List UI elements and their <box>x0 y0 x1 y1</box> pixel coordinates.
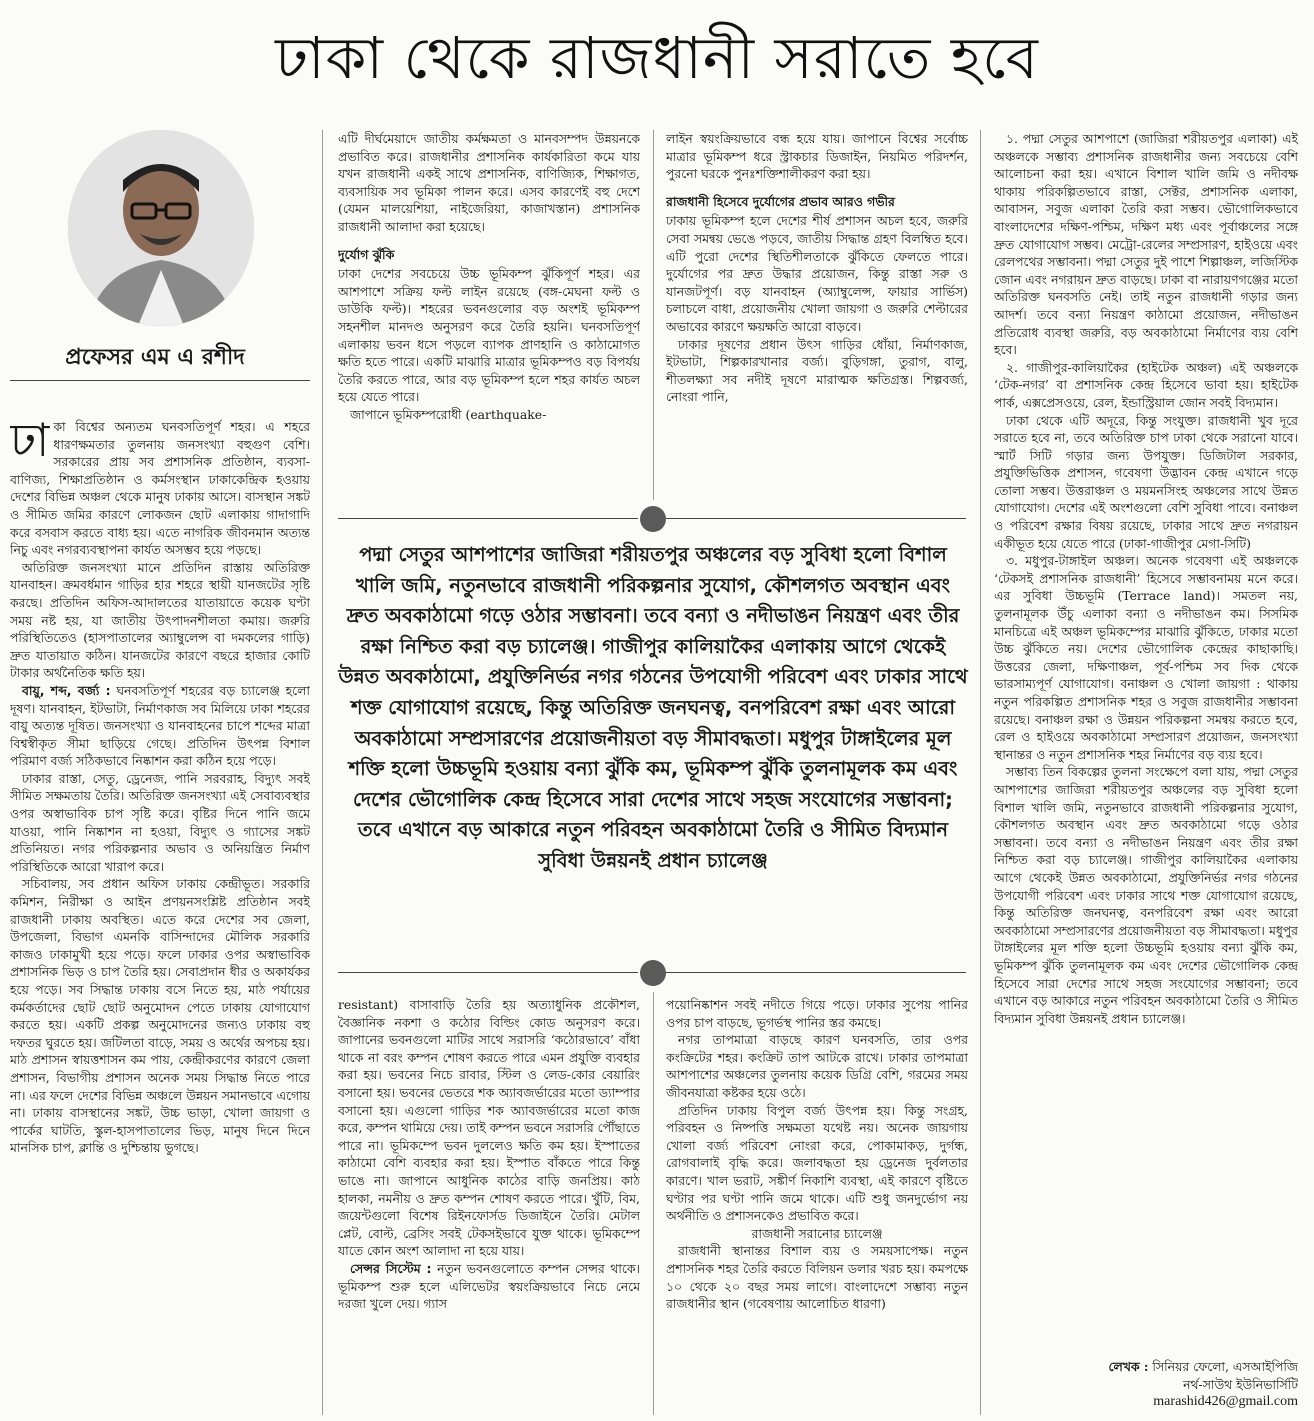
paragraph: ১. পদ্মা সেতুর আশপাশে (জাজিরা শরীয়তপুর এলাকা) এই অঞ্চলকে সম্ভাব্য প্রশাসনিক রাজধানীর জন্য সবচেয়ে বেশি আলোচনা করা হয়। এখানে বিশাল খালি জমি ও নদীবক্ষ থাকায় পরিকল্পিতভাবে রাস্তা, সেক্টর, প্রশাসনিক এলাকা, আবাসন, সবুজ এলাকা তৈরি করা সম্ভব। ভৌগোলিকভাবে বাংলাদেশের দক্ষিণ-পশ্চিম, দক্ষিণ মধ্য এবং পূর্বাঞ্চলের সঙ্গে দ্রুত যোগাযোগ সম্ভব। মেট্রো-রেলের সম্প্রসারণ, হাইওয়ে এবং রেলপথের সম্ভাবনা। পদ্মা সেতুর দুই পাশে শিল্পাঞ্চল, লজিস্টিক জোন এবং নগরায়ন দ্রুত বাড়ছে। ঢাকা বা নারায়ণগঞ্জের মতো অতিরিক্ত ঘনবসতি নেই। তাই নতুন রাজধানী গড়ার জন্য আদর্শ। তবে বন্যা নিয়ন্ত্রণ কাঠামো প্রয়োজন, নদীভাঙন প্রতিরোধ ব্যবস্থা জরুরি, বড় অবকাঠামো নির্মাণের ব্যয় বেশি হবে। <box>994 131 1298 358</box>
author-photo-icon <box>68 130 254 326</box>
author-byline: প্রফেসর এম এ রশীদ <box>65 345 245 370</box>
pull-quote: পদ্মা সেতুর আশপাশের জাজিরা শরীয়তপুর অঞ্চলের বড় সুবিধা হলো বিশাল খালি জমি, নতুনভাবে রাজধানী পরিকল্পনার সুযোগ, কৌশলগত অবস্থান এবং দ্রুত অবকাঠামো গড়ে ওঠার সম্ভাবনা। তবে বন্যা ও নদীভাঙন নিয়ন্ত্রণ এবং তীর রক্ষা নিশ্চিত করা বড় চ্যালেঞ্জ। গাজীপুর কালিয়াকৈর এলাকায় আগে থেকেই উন্নত অবকাঠামো, প্রযুক্তিনির্ভর নগর গঠনের উপযোগী পরিবেশ এবং ঢাকার সাথে শক্ত যোগাযোগ রয়েছে, কিন্তু অতিরিক্ত জনঘনত্ব, বনপরিবেশ রক্ষা এবং আরো অবকাঠামো সম্প্রসারণের প্রয়োজনীয়তা বড় সীমাবদ্ধতা। মধুপুর টাঙ্গাইলের মূল শক্তি হলো উচ্চভূমি হওয়ায় বন্যা ঝুঁকি কম, ভূমিকম্প ঝুঁকি তুলনামূলক কম এবং দেশের ভৌগোলিক কেন্দ্র হিসেবে সারা দেশের সাথে সহজ সংযোগের সম্ভাবনা; তবে এখানে বড় আকারে নতুন পরিবহন অবকাঠামো তৈরি ও সীমিত বিদ্যমান সুবিধা উন্নয়নই প্রধান চ্যালেঞ্জ <box>338 543 968 872</box>
writer-label: লেখক : <box>1108 1359 1149 1374</box>
writer-affiliation: লেখক : সিনিয়র ফেলো, এসআইপিজি <box>1108 1359 1298 1374</box>
pullquote-dot <box>640 506 666 532</box>
pullquote-rule-bottom <box>338 972 638 973</box>
paragraph: সম্ভাব্য তিন বিকল্পের তুলনা সংক্ষেপে বলা যায়, পদ্মা সেতুর আশপাশের জাজিরা শরীয়তপুর অঞ্চলের বড় সুবিধা হলো বিশাল খালি জমি, নতুনভাবে রাজধানী পরিকল্পনার সুযোগ, কৌশলগত অবস্থান এবং দ্রুত অবকাঠামো গড়ে ওঠার সম্ভাবনা। তবে বন্যা ও নদীভাঙন নিয়ন্ত্রণ এবং তীর রক্ষা নিশ্চিত করা বড় চ্যালেঞ্জ। গাজীপুর কালিয়াকৈর এলাকায় আগে থেকেই উন্নত অবকাঠামো, প্রযুক্তিনির্ভর নগর গঠনের উপযোগী পরিবেশ এবং ঢাকার সাথে শক্ত যোগাযোগ রয়েছে, কিন্তু অতিরিক্ত জনঘনত্ব, বনপরিবেশ রক্ষা এবং আরো অবকাঠামো সম্প্রসারণের প্রয়োজনীয়তা বড় সীমাবদ্ধতা। মধুপুর টাঙ্গাইলের মূল শক্তি হলো উচ্চভূমি হওয়ায় বন্যা ঝুঁকি কম, ভূমিকম্প ঝুঁকি তুলনামূলক কম এবং দেশের ভৌগোলিক কেন্দ্র হিসেবে সারা দেশের সাথে সহজ সংযোগের সম্ভাবনা; তবে এখানে বড় আকারে নতুন পরিবহন অবকাঠামো তৈরি ও সীমিত বিদ্যমান সুবিধা উন্নয়নই প্রধান চ্যালেঞ্জ। <box>994 764 1298 1026</box>
paragraph: রাজধানী স্থানান্তর বিশাল ব্যয় ও সময়সাপেক্ষ। নতুন প্রশাসনিক শহর তৈরি করতে বিলিয়ন ডলার খরচ হয়। কমপক্ষে ১০ থেকে ২০ বছর সময় লাগে। বাংলাদেশে সম্ভাব্য নতুন রাজধানীর স্থান (গবেষণায় আলোচিত ধারণা) <box>666 1243 968 1312</box>
paragraph: ঢাকার দূষণের প্রধান উৎস গাড়ির ধোঁয়া, নির্মাণকাজ, ইটভাটা, শিল্পকারখানার বর্জ্য। বুড়িগঙ্গা, তুরাগ, বালু, শীতলক্ষ্যা সব নদীই দূষণে মারাত্মক ক্ষতিগ্রস্ত। শিল্পবর্জ্য, নোংরা পানি, <box>666 336 968 405</box>
pullquote-dot <box>640 960 666 986</box>
paragraph: সচিবালয়, সব প্রধান অফিস ঢাকায় কেন্দ্রীভূত। সরকারি কমিশন, নিরীক্ষা ও আইন প্রণয়নসংশ্লিষ্ট প্রতিষ্ঠান সবই রাজধানী ঢাকায় অবস্থিত। এতে করে দেশের সব জেলা, উপজেলা, বিভাগ এমনকি বাসিন্দাদের মৌলিক সরকারি কাজও ঢাকামুখী হয়ে পড়ে। ফলে ঢাকার ওপর অস্বাভাবিক প্রশাসনিক ভিড় ও চাপ তৈরি হয়। সেবাপ্রদান ধীর ও অকার্যকর হয়ে পড়ে। সব সিদ্ধান্ত ঢাকায় বসে নিতে হয়, মাঠ পর্যায়ের কর্মকর্তাদের ছোট ছোট অনুমোদন পেতে ঢাকায় যোগাযোগ করতে হয়। একটি প্রকল্প অনুমোদনের জন্যও ঢাকায় বহু দফতর ঘুরতে হয়। জটিলতা বাড়ে, সময় ও অর্থের অপচয় হয়। মাঠ প্রশাসন স্বায়ত্তশাসন কম পায়, কেন্দ্রীকরণের কারণে জেলা প্রশাসন, বিভাগীয় প্রশাসন অনেক সময় সিদ্ধান্ত নিতে পারে না। এর ফলে দেশের বিভিন্ন অঞ্চলে উন্নয়ন সমানভাবে এগোয় না। ঢাকায় বাসস্থানের সঙ্কট, উচ্চ ভাড়া, খোলা জায়গা ও পার্কের ঘাটতি, স্কুল-হাসপাতালের ভিড়, মানুষ দিনে দিনে মানসিক চাপ, ক্লান্তি ও দুশ্চিন্তায় ভুগছে। <box>10 876 310 1156</box>
paragraph: জাপানে ভূমিকম্পরোধী (earthquake- <box>350 406 547 422</box>
pullquote-rule-bottom <box>666 972 966 973</box>
headline: ঢাকা থেকে রাজধানী সরাতে হবে <box>275 24 1039 92</box>
column-divider <box>653 130 654 500</box>
writer-info <box>994 1358 1298 1418</box>
paragraph: ৩. মধুপুর-টাঙ্গাইল অঞ্চল। অনেক গবেষণা এই অঞ্চলকে ‘টেকসই প্রশাসনিক রাজধানী’ হিসেবে সম্ভাবনাময় মনে করে। এর সুবিধা উচ্চভূমি (Terrace land)। সমতল নয়, তুলনামূলক উঁচু এলাকা বন্যা ও নদীভাঙন কম। সিসমিক মানচিত্রে এই অঞ্চল ভূমিকম্পের মাঝারি ঝুঁকিতে, ঢাকার মতো উচ্চ ঝুঁকিতে নয়। দেশের ভৌগোলিক কেন্দ্রের কাছাকাছি। উত্তরের জেলা, দক্ষিণাঞ্চল, পূর্ব-পশ্চিম সব দিক থেকে ভারসাম্যপূর্ণ যোগাযোগ। বনাঞ্চল ও খোলা জায়গা : থাকায় নতুন পরিকল্পিত প্রশাসনিক শহর ও সবুজ রাজধানীর সম্ভাবনা রয়েছে। বনাঞ্চল রক্ষা ও উন্নয়ন পরিকল্পনা সমন্বয় করতে হবে, রেল ও হাইওয়ে অবকাঠামো সম্প্রসারণ প্রয়োজন, জনসংখ্যা স্থানান্তর ও নতুন প্রশাসনিক শহর নির্মাণের বড় ব্যয় হবে। <box>994 553 1298 762</box>
column-3-bottom <box>666 996 968 1416</box>
column-3-top <box>666 130 968 498</box>
column-1 <box>10 418 310 1416</box>
subheading: রাজধানী হিসেবে দুর্যোগের প্রভাব আরও গভীর <box>666 193 895 209</box>
subheading: রাজধানী সরানোর চ্যালেঞ্জ <box>751 1225 883 1241</box>
column-2-top <box>338 130 640 498</box>
byline-rule <box>10 380 310 381</box>
writer-email[interactable]: marashid426@gmail.com <box>1153 1394 1298 1410</box>
paragraph: অতিরিক্ত জনসংখ্যা মানে প্রতিদিন রাস্তায় অতিরিক্ত যানবাহন। ক্রমবর্ধমান গাড়ির হার শহরে স্থায়ী যানজটের সৃষ্টি করছে। প্রতিদিন অফিস-আদালতের যাতায়াতে কয়েক ঘণ্টা সময় নষ্ট হয়, যা জাতীয় উৎপাদনশীলতা কমায়। জরুরি পরিস্থিতিতেও (হাসপাতালের অ্যাম্বুলেন্স বা দমকলের গাড়ি) দ্রুত যাতায়াত কঠিন। যানজটের কারণে বছরে হাজার কোটি টাকার অর্থনৈতিক ক্ষতি হয়। <box>10 559 310 681</box>
lead-paragraph: ঢাকা বিশ্বের অন্যতম ঘনবসতিপূর্ণ শহর। এ শহরে ধারণক্ষমতার তুলনায় জনসংখ্যা বহুগুণ বেশি। সরকারের প্রায় সব প্রশাসনিক প্রতিষ্ঠান, ব্যবসা-বাণিজ্য, শিক্ষাপ্রতিষ্ঠান ও কর্মসংস্থান ঢাকাকেন্দ্রিক হওয়ায় দেশের বিভিন্ন অঞ্চল থেকে মানুষ ঢাকায় আসে। বাসস্থান সঙ্কট ও সীমিত জমির কারণে লোকজন ছোট এলাকায় গাদাগাদি করে বসবাস করতে বাধ্য হয়। এতে নাগরিক জীবনমান অত্যন্ত নিচু এবং নগরব্যবস্থাপনা কার্যত অসম্ভব হয়ে পড়ছে। <box>10 418 310 558</box>
paragraph: ২. গাজীপুর-কালিয়াকৈর (হাইটেক অঞ্চল) এই অঞ্চলকে ‘টেক-নগর’ বা প্রশাসনিক কেন্দ্র হিসেবে ভাবা হয়। হাইটেক পার্ক, এক্সপ্রেসওয়ে, রেল, ইন্ডাস্ট্রিয়াল জোন সবই বিদ্যমান। <box>994 359 1298 410</box>
column-divider <box>980 130 981 1415</box>
subheading: দুর্যোগ ঝুঁকি <box>338 246 395 262</box>
paragraph: পয়োনিষ্কাশন সবই নদীতে গিয়ে পড়ে। ঢাকার সুপেয় পানির ওপর চাপ বাড়ছে, ভূগর্ভস্থ পানির স্তর কমছে। <box>666 997 968 1030</box>
column-divider <box>322 130 323 1415</box>
paragraph: সেন্সর সিস্টেম : নতুন ভবনগুলোতে কম্পন সেন্সর থাকে। ভূমিকম্প শুরু হলে এলিভেটর স্বয়ংক্রিয়ভাবে নিচে নেমে দরজা খুলে দেয়। গ্যাস <box>338 1260 640 1312</box>
paragraph: প্রতিদিন ঢাকায় বিপুল বর্জ্য উৎপন্ন হয়। কিন্তু সংগ্রহ, পরিবহন ও নিষ্পত্তি সক্ষমতা যথেষ্ট নয়। অনেক জায়গায় খোলা বর্জ্য পরিবেশ নোংরা করে, পোকামাকড়, দুর্গন্ধ, রোগবালাই বৃদ্ধি করে। জলাবদ্ধতা হয় ড্রেনেজ দুর্বলতার কারণে। খাল ভরাট, সঙ্কীর্ণ নিকাশি ব্যবস্থা, এই কারণে বৃষ্টিতে ঘণ্টার পর ঘণ্টা পানি জমে থাকে। এটি শুধু জনদুর্ভোগ নয় অর্থনীতি ও প্রশাসনকেও প্রভাবিত করে। <box>666 1102 968 1224</box>
column-divider <box>653 992 654 1415</box>
paragraph: ঢাকার রাস্তা, সেতু, ড্রেনেজ, পানি সরবরাহ, বিদ্যুৎ সবই সীমিত সক্ষমতায় তৈরি। অতিরিক্ত জনসংখ্যা এই সেবাব্যবস্থার ওপর অস্বাভাবিক চাপ সৃষ্টি করে। বৃষ্টির দিনে পানি জমে যাওয়া, পানি নিষ্কাশন না হওয়া, বিদ্যুৎ ও গ্যাসের সঙ্কট প্রতিনিয়ত। নগর পরিকল্পনার অভাব ও অনিয়ন্ত্রিত নির্মাণ পরিস্থিতিকে আরো খারাপ করে। <box>10 770 310 874</box>
paragraph: resistant) বাসাবাড়ি তৈরি হয় অত্যাধুনিক প্রকৌশল, বৈজ্ঞানিক নকশা ও কঠোর বিল্ডিং কোড অনুসরণ করে। জাপানের ভবনগুলো মাটির সাথে সরাসরি ‘কঠোরভাবে’ বাঁধা থাকে না বরং কম্পন শোষণ করতে পারে এমন প্রযুক্তি ব্যবহার করা হয়। ভবনের নিচে রাবার, স্টিল ও লেড-কোর বেয়ারিং বসানো হয়। ভবনের ভেতরে শক অ্যাবজর্ভারের মতো ড্যাম্পার বসানো হয়। এগুলো গাড়ির শক অ্যাবজর্ভারের মতো কাজ করে, কম্পন থামিয়ে দেয়। তাই কম্পন ভবনে সরাসরি পৌঁছাতে পারে না। ভূমিকম্পে ভবন দুললেও ক্ষতি কম হয়। ইস্পাতের কাঠামো বেশি ব্যবহার করা হয়। ইস্পাত বাঁকতে পারে কিন্তু ভাঙে না। জাপানে আধুনিক কাঠের বাড়ি জনপ্রিয়। কাঠ হালকা, নমনীয় ও দ্রুত কম্পন শোষণ করতে পারে। খুঁটি, বিম, জয়েন্টগুলো বিশেষ রিইনফোর্সড ডিজাইনে তৈরি। মেটাল প্লেট, বোল্ট, ব্রেসিং সবই টেকসইভাবে যুক্ত থাকে। ভূমিকম্পে যাতে কোন অংশ আলাদা না হয়ে যায়। <box>338 997 640 1259</box>
column-4 <box>994 130 1298 1356</box>
paragraph: লাইন স্বয়ংক্রিয়ভাবে বন্ধ হয়ে যায়। জাপানে বিশ্বের সর্বোচ্চ মাত্রার ভূমিকম্প ধরে স্ট্রাকচার ডিজাইন, নিয়মিত পরিদর্শন, পুরনো ঘরকে পুনঃশক্তিশালীকরণ করা হয়। <box>666 131 968 182</box>
paragraph: ঢাকা থেকে এটি অদূরে, কিন্তু সংযুক্ত। রাজধানী খুব দূরে সরাতে হবে না, তবে অতিরিক্ত চাপ ঢাকা থেকে সরানো যাবে। স্মার্ট সিটি গড়ার জন্য উপযুক্ত। ডিজিটাল সরকার, প্রযুক্তিভিত্তিক প্রশাসন, গবেষণা উদ্ভাবন কেন্দ্র এখানে গড়ে তোলা সম্ভব। উত্তরাঞ্চল ও ময়মনসিংহ অঞ্চলের সাথে উন্নত যোগাযোগ। দেশের এই অংশগুলো বেশি সুবিধা পাবে। বনাঞ্চল ও পরিবেশ রক্ষার বিষয় রয়েছে, ঢাকার সাথে দ্রুত নগরায়ন একীভূত হয়ে যেতে পারে (ঢাকা-গাজীপুর মেগা-সিটি) <box>994 412 1298 551</box>
paragraph: ঢাকা দেশের সবচেয়ে উচ্চ ভূমিকম্প ঝুঁকিপূর্ণ শহর। এর আশপাশে সক্রিয় ফল্ট লাইন রয়েছে (বঙ্গ-মেঘনা ফল্ট ও ডাউকি ফল্ট)। শহরের ভবনগুলোর বড় অংশই ভূমিকম্প সহনশীল মানদণ্ড অনুসরণ করে তৈরি হয়নি। ঘনবসতিপূর্ণ এলাকায় ভবন ধসে পড়লে ব্যাপক প্রাণহানি ও কাঠামোগত ক্ষতি হতে পারে। একটি মাঝারি মাত্রার ভূমিকম্পও বড় বিপর্যয় তৈরি করতে পারে, আর বড় ভূমিকম্প হলে শহর কার্যত অচল হয়ে যেতে পারে। <box>338 266 640 405</box>
pullquote-rule-top <box>666 518 966 519</box>
author-portrait <box>68 130 254 326</box>
paragraph: নগর তাপমাত্রা বাড়ছে কারণ ঘনবসতি, তার ওপর কংক্রিটের শহর। কংক্রিট তাপ আটকে রাখে। ঢাকার তাপমাত্রা আশপাশের অঞ্চলের তুলনায় কয়েক ডিগ্রি বেশি, গরমের সময় জীবনযাত্রা কষ্টকর হয়ে ওঠে। <box>666 1032 968 1100</box>
dropcap: ঢা <box>10 418 50 467</box>
paragraph: বায়ু, শব্দ, বর্জ্য : ঘনবসতিপূর্ণ শহরের বড় চ্যালেঞ্জ হলো দূষণ। যানবাহন, ইটভাটা, নির্মাণকাজ সব মিলিয়ে ঢাকা শহরের বায়ু অত্যন্ত দূষিত। জনসংখ্যা ও যানবাহনের চাপে শব্দের মাত্রা বিশ্বস্বীকৃত সীমা ছাড়িয়ে গেছে। প্রতিদিন উৎপন্ন বিশাল পরিমাণ বর্জ্য সঠিকভাবে নিষ্কাশন করা কঠিন হয়ে পড়ে। <box>10 682 310 769</box>
writer-university: নর্থ-সাউথ ইউনিভার্সিটি <box>1183 1376 1298 1392</box>
column-2-bottom <box>338 996 640 1416</box>
pullquote-rule-top <box>338 518 638 519</box>
paragraph: ঢাকায় ভূমিকম্প হলে দেশের শীর্ষ প্রশাসন অচল হবে, জরুরি সেবা সমন্বয় ভেঙে পড়বে, জাতীয় সিদ্ধান্ত গ্রহণ বিলম্বিত হবে। এটি পুরো দেশের স্থিতিশীলতাকে ঝুঁকিতে ফেলতে পারে। দুর্যোগের পর দ্রুত উদ্ধার প্রয়োজন, কিন্তু রাস্তা সরু ও যানজটপূর্ণ। বড় যানবাহন (অ্যাম্বুলেন্স, ফায়ার সার্ভিস) চলাচলে বাধা, প্রয়োজনীয় খোলা জায়গা ও জরুরি শেল্টারের অভাবের কারণে ক্ষয়ক্ষতি আরো বাড়বে। <box>666 213 968 334</box>
paragraph: এটি দীর্ঘমেয়াদে জাতীয় কর্মক্ষমতা ও মানবসম্পদ উন্নয়নকে প্রভাবিত করে। রাজধানীর প্রশাসনিক কার্যকারিতা কমে যায় যখন রাজধানী একই সাথে প্রশাসনিক, বাণিজ্যিক, শিক্ষাগত, ব্যবসায়িক সব ভূমিকা পালন করে। এসব কারণেই বহু দেশে (যেমন মালয়েশিয়া, নাইজেরিয়া, কাজাখস্তান) প্রশাসনিক রাজধানী আলাদা করা হয়েছে। <box>338 131 640 234</box>
